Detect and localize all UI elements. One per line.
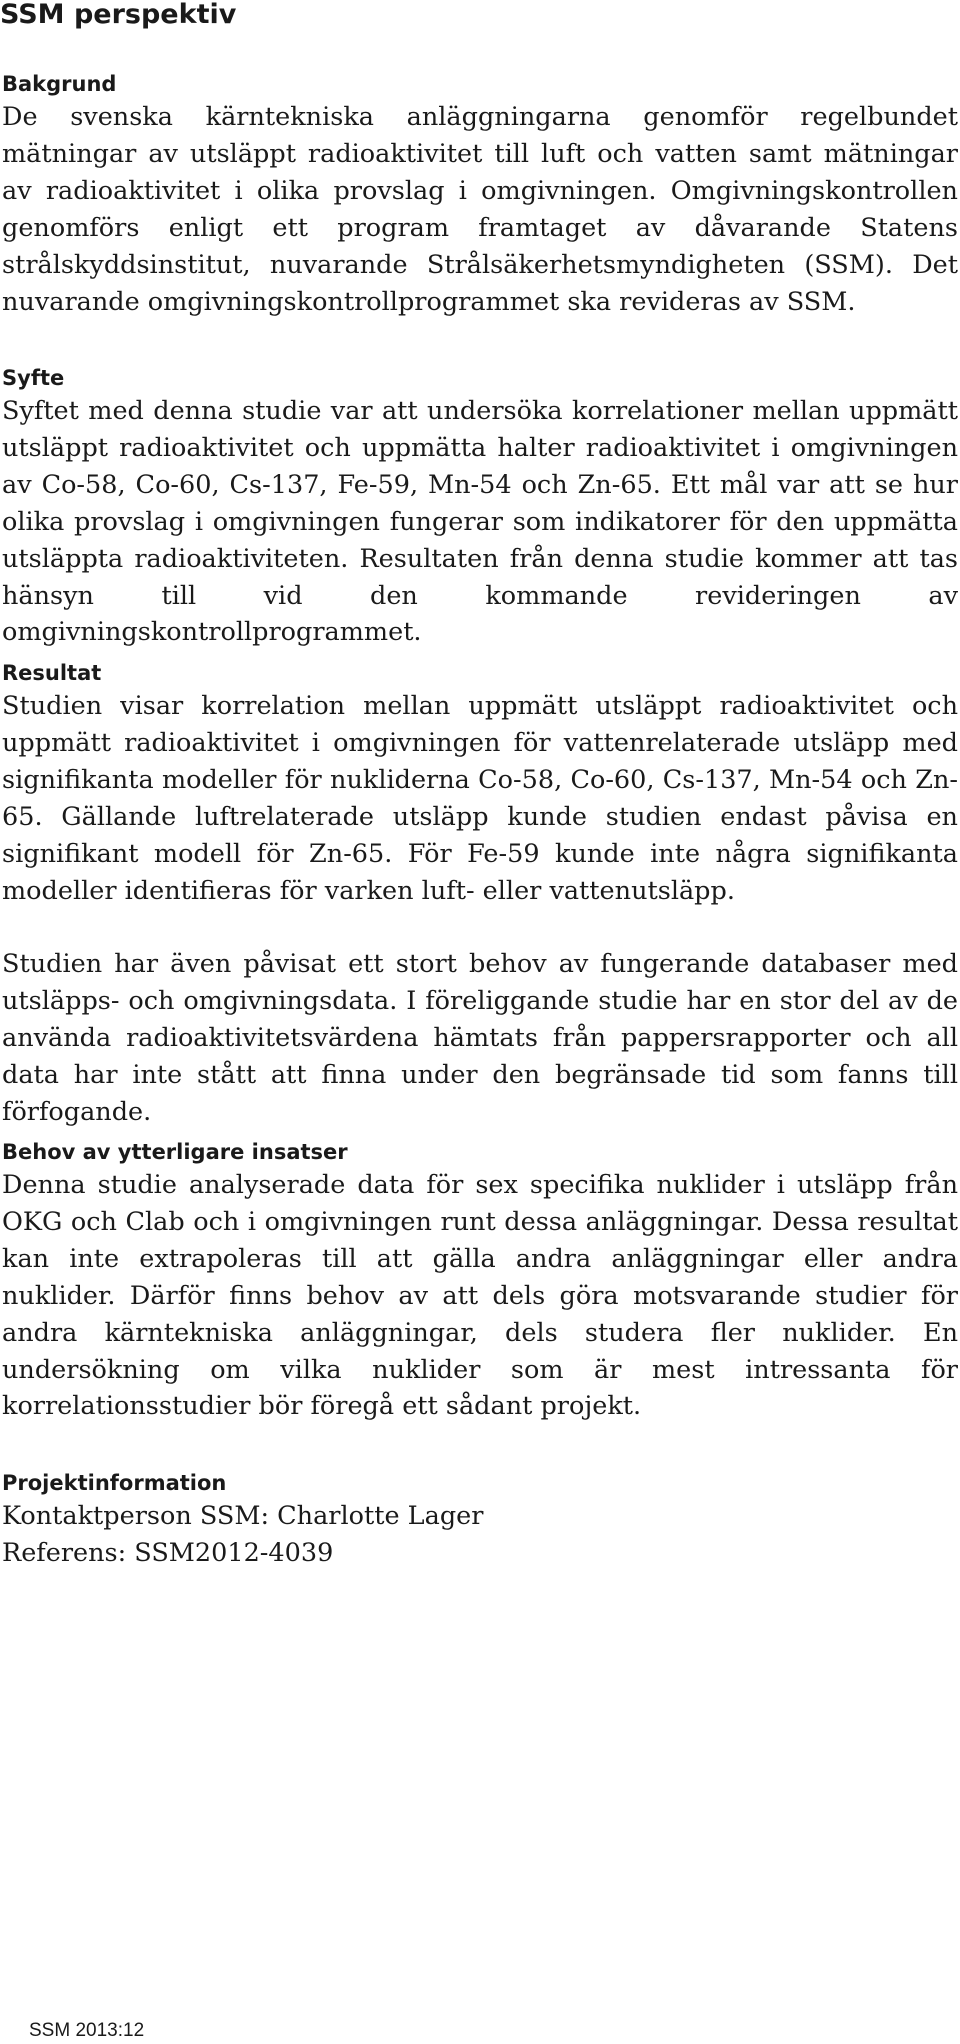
paragraph-bakgrund: De svenska kärntekniska anläggningarna genomför regelbundet mätningar av utsläppt radioaktivitet till luft och vatten samt mätningar av radioaktivitet i olika provslag i omgivningen. Omgivningskontrollen genomförs enligt ett program framtaget av dåvarande Statens strålskyddsinstitut, nuvarande Strålsäkerhetsmyndigheten (SSM). Det nuvarande omgivningskontrollprogrammet ska revideras av SSM. xyxy=(2,102,958,317)
section-behov xyxy=(2,1137,958,1425)
section-resultat xyxy=(2,658,958,1131)
section-bakgrund xyxy=(2,69,958,320)
paragraph-syfte: Syftet med denna studie var att undersöka korrelationer mellan uppmätt utsläppt radioaktivitet och uppmätta halter radioaktivitet i omgivningen av Co-58, Co-60, Cs-137, Fe-59, Mn-54 och Zn-65. Ett mål var att se hur olika provslag i omgivningen fungerar som indikatorer för den uppmätta utsläppta radioaktiviteten. Resultaten från denna studie kommer att tas hänsyn till vid den kommande revideringen av omgivningskontrollprogrammet. xyxy=(2,396,958,648)
section-heading-resultat: Resultat xyxy=(2,661,102,685)
paragraph-resultat-1: Studien visar korrelation mellan uppmätt utsläppt radioaktivitet och uppmätt radioaktivitet i omgivningen för vattenrelaterade utsläpp med signifikanta modeller för nukliderna Co-58, Co-60, Cs-137, Mn-54 och Zn-65. Gällande luftrelaterade utsläpp kunde studien endast påvisa en signifikant modell för Zn-65. För Fe-59 kunde inte några signifikanta modeller identifieras för varken luft- eller vattenutsläpp. xyxy=(2,691,958,906)
paragraph-resultat-2: Studien har även påvisat ett stort behov av fungerande databaser med utsläpps- och omgivningsdata. I föreliggande studie har en stor del av de använda radioaktivitetsvärdena hämtats från pappersrapporter och all data har inte stått att finna under den begränsade tid som fanns till förfogande. xyxy=(2,949,958,1127)
section-projektinformation xyxy=(2,1468,958,1572)
contact-person: Kontaktperson SSM: Charlotte Lager xyxy=(2,1501,484,1531)
paragraph-behov: Denna studie analyserade data för sex specifika nuklider i utsläpp från OKG och Clab och i omgivningen runt dessa anläggningar. Dessa resultat kan inte extrapoleras till att gälla andra anläggningar eller andra nuklider. Därför finns behov av att dels göra motsvarande studier för andra kärntekniska anläggningar, dels studera fler nuklider. En undersökning om vilka nuklider som är mest intressanta för korrelationsstudier bör föregå ett sådant projekt. xyxy=(2,1170,958,1422)
section-syfte xyxy=(2,363,958,651)
reference-number: Referens: SSM2012-4039 xyxy=(2,1537,334,1568)
page-title: SSM perspektiv xyxy=(0,0,237,30)
section-heading-projektinformation: Projektinformation xyxy=(2,1471,227,1495)
section-heading-syfte: Syfte xyxy=(2,366,65,390)
section-heading-bakgrund: Bakgrund xyxy=(2,72,117,96)
page-footer: SSM 2013:12 xyxy=(29,2020,145,2041)
section-heading-behov: Behov av ytterligare insatser xyxy=(2,1140,348,1164)
